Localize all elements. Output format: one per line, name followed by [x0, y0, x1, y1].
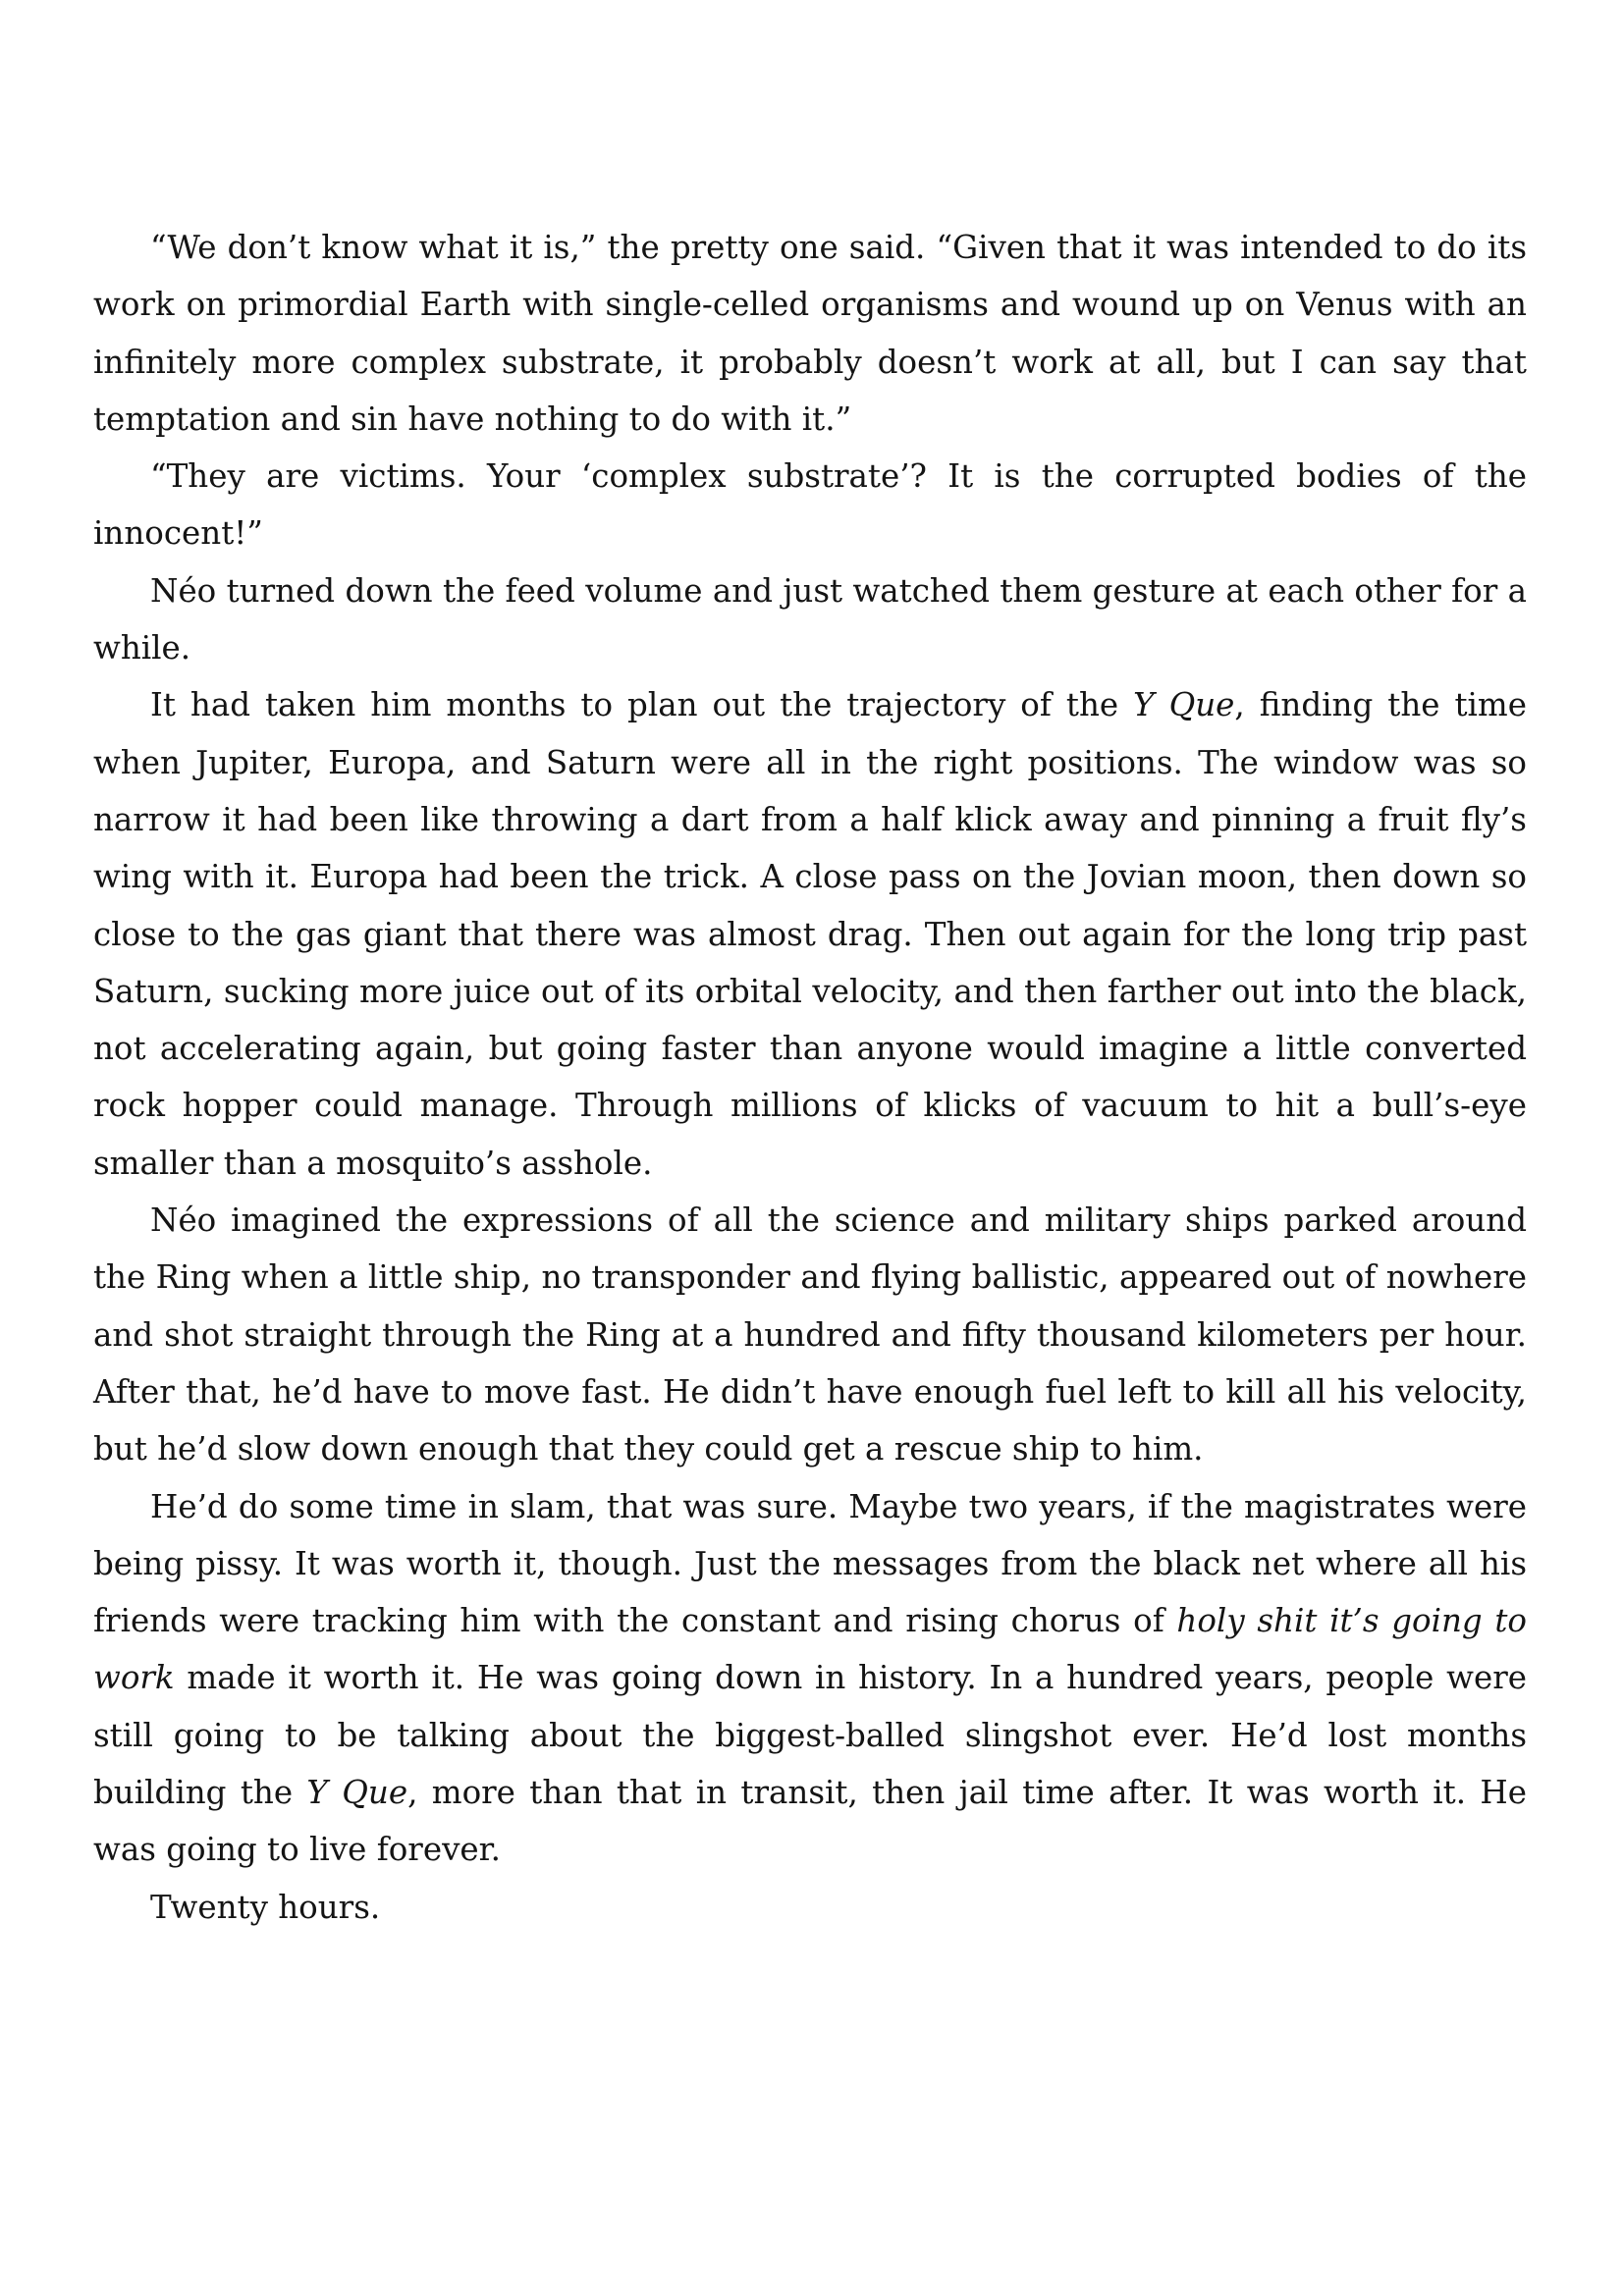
paragraph-2	[93, 448, 1527, 562]
paragraph-6-text-b: made it worth it. He was going down in history. In a hundred years, people were still going to be talking about the biggest-balled slingshot ever. He’d lost months building the	[93, 1659, 1527, 1812]
ship-name: Y Que	[1133, 686, 1235, 724]
paragraph-4-text-b: , finding the time when Jupiter, Europa, and Saturn were all in the right positions. The window was so narrow it had been like throwing a dart from a half klick away and pinning a fruit fly’s wing with it. Europa had been the trick. A close pass on the Jovian moon, then down so close to the gas giant that there was almost drag. Then out again for the long trip past Saturn, sucking more juice out of its orbital velocity, and then farther out into the black, not accelerating again, but going faster than anyone would imagine a little converted rock hopper could manage. Through millions of klicks of vacuum to hit a bull’s-eye smaller than a mosquito’s asshole.	[93, 686, 1527, 1182]
paragraph-6-text-a: He’d do some time in slam, that was sure. Maybe two years, if the magistrates were being pissy. It was worth it, though. Just the messages from the black net where all his friends were tracking him with the constant and rising chorus of	[93, 1487, 1527, 1640]
paragraph-7	[93, 1879, 1527, 1936]
paragraph-6-text-c: , more than that in transit, then jail time after. It was worth it. He was going to live forever.	[93, 1774, 1527, 1869]
paragraph-5	[93, 1192, 1527, 1477]
paragraph-5-text: Néo imagined the expressions of all the science and military ships parked around the Ring when a little ship, no transponder and flying ballistic, appeared out of nowhere and shot straight through the Ring at a hundred and fifty thousand kilometers per hour. After that, he’d have to move fast. He didn’t have enough fuel left to kill all his velocity, but he’d slow down enough that they could get a rescue ship to him.	[93, 1201, 1527, 1468]
paragraph-3-text: Néo turned down the feed volume and just watched them gesture at each other for a while.	[93, 571, 1527, 667]
paragraph-6	[93, 1478, 1527, 1879]
paragraph-4	[93, 676, 1527, 1192]
chorus-quote: holy shit it’s going to work	[93, 1602, 1527, 1697]
body-text	[93, 219, 1527, 1936]
paragraph-4-text-a: It had taken him months to plan out the trajectory of the	[150, 686, 1134, 724]
paragraph-3	[93, 562, 1527, 677]
paragraph-7-text: Twenty hours.	[150, 1888, 381, 1926]
paragraph-1	[93, 219, 1527, 448]
paragraph-1-text: “We don’t know what it is,” the pretty one said. “Given that it was intended to do its work on primordial Earth with single-celled organisms and wound up on Venus with an infinitely more complex substrate, it probably doesn’t work at all, but I can say that temptation and sin have nothing to do with it.”	[93, 229, 1527, 438]
paragraph-2-text: “They are victims. Your ‘complex substrate’? It is the corrupted bodies of the innocent!”	[93, 457, 1527, 553]
ship-name: Y Que	[306, 1774, 408, 1812]
